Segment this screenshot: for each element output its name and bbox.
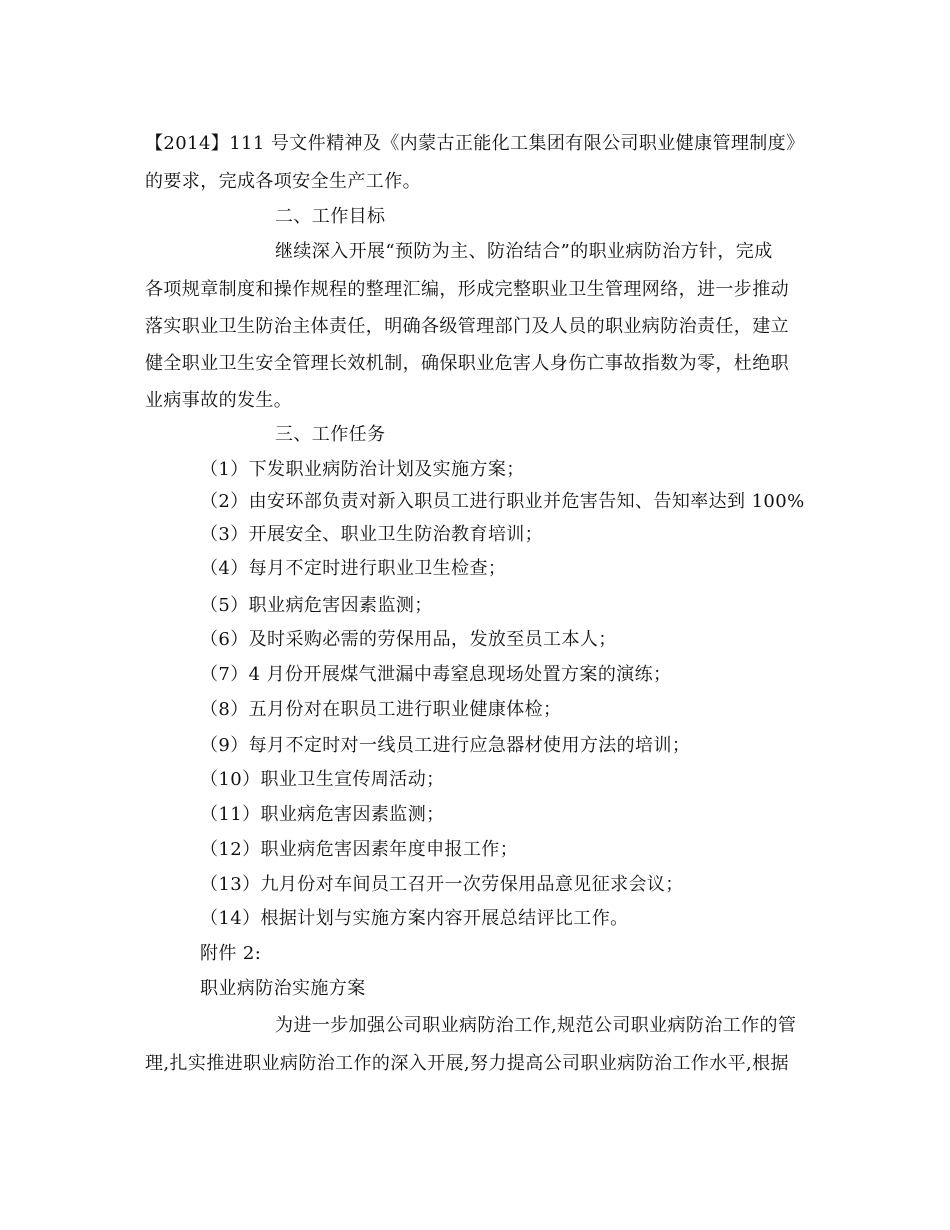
task-item-6: （6）及时采购必需的劳保用品，发放至员工本人； xyxy=(200,629,617,650)
goals-line-4: 健全职业卫生安全管理长效机制，确保职业危害人身伤亡事故指数为零，杜绝职 xyxy=(145,353,789,374)
intro-line-1: 【2014】111 号文件精神及《内蒙古正能化工集团有限公司职业健康管理制度》 xyxy=(145,133,805,154)
task-item-13: （13）九月份对车间员工召开一次劳保用品意见征求会议； xyxy=(200,874,684,895)
goals-line-3: 落实职业卫生防治主体责任，明确各级管理部门及人员的职业病防治责任，建立 xyxy=(145,316,789,337)
task-item-11: （11）职业病危害因素监测； xyxy=(200,804,445,825)
closing-line-2: 理,扎实推进职业病防治工作的深入开展,努力提高公司职业病防治工作水平,根据 xyxy=(145,1053,789,1074)
task-item-10: （10）职业卫生宣传周活动； xyxy=(200,769,445,790)
task-item-2: （2）由安环部负责对新入职员工进行职业并危害告知、告知率达到 100% xyxy=(200,491,805,512)
task-item-1: （1）下发职业病防治计划及实施方案； xyxy=(200,459,525,480)
section-heading-tasks: 三、工作任务 xyxy=(275,424,386,445)
task-item-4: （4）每月不定时进行职业卫生检查； xyxy=(200,558,507,579)
section-heading-goals: 二、工作目标 xyxy=(275,206,386,227)
task-item-9: （9）每月不定时对一线员工进行应急器材使用方法的培训； xyxy=(200,735,691,756)
task-item-14: （14）根据计划与实施方案内容开展总结评比工作。 xyxy=(200,908,629,929)
attachment-title: 职业病防治实施方案 xyxy=(200,978,366,999)
attachment-label: 附件 2: xyxy=(200,943,262,964)
task-item-5: （5）职业病危害因素监测； xyxy=(200,595,433,616)
task-item-8: （8）五月份对在职员工进行职业健康体检； xyxy=(200,699,562,720)
goals-line-2: 各项规章制度和操作规程的整理汇编，形成完整职业卫生管理网络，进一步推动 xyxy=(145,279,789,300)
task-item-3: （3）开展安全、职业卫生防治教育培训； xyxy=(200,524,544,545)
closing-line-1: 为进一步加强公司职业病防治工作,规范公司职业病防治工作的管 xyxy=(275,1015,797,1036)
task-item-12: （12）职业病危害因素年度申报工作； xyxy=(200,839,519,860)
goals-line-1: 继续深入开展“预防为主、防治结合”的职业病防治方针，完成 xyxy=(275,241,773,262)
intro-line-2: 的要求，完成各项安全生产工作。 xyxy=(145,171,421,192)
task-item-7: （7）4 月份开展煤气泄漏中毒窒息现场处置方案的演练； xyxy=(200,664,672,685)
goals-line-5: 业病事故的发生。 xyxy=(145,390,293,411)
